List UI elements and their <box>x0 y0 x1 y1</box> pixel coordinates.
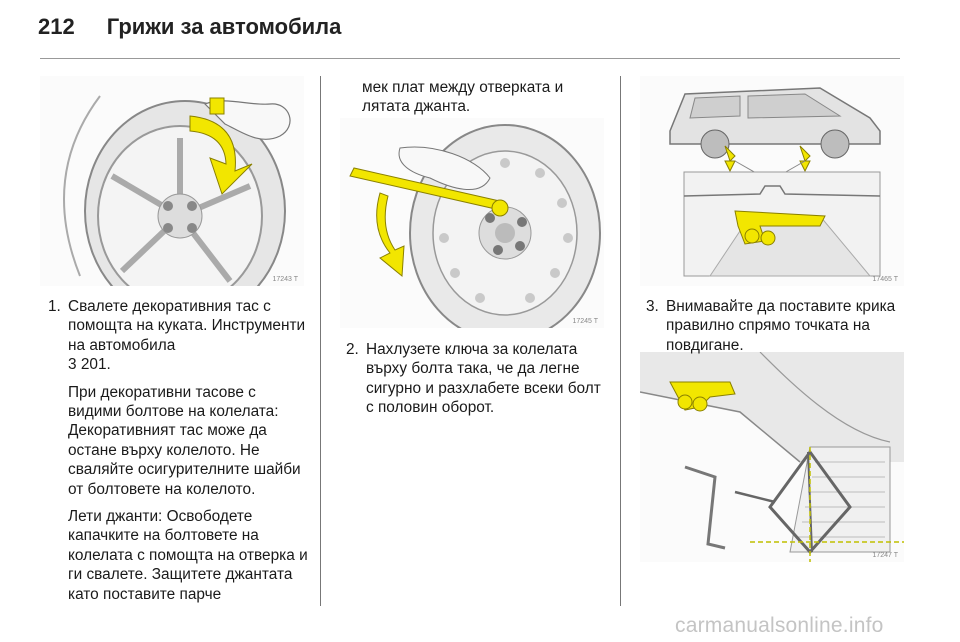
page-header <box>38 14 341 40</box>
step-number: 2. <box>346 341 359 358</box>
step-1 <box>48 297 310 612</box>
figure-code: 17245 T <box>572 318 598 325</box>
hubcap-illustration <box>40 76 304 286</box>
step-number: 3. <box>646 298 659 315</box>
figure-code: 17247 T <box>872 552 898 559</box>
step-2 <box>346 340 606 418</box>
lifting-points-illustration <box>640 76 904 286</box>
step-number: 1. <box>48 298 61 315</box>
wheel-wrench-illustration <box>340 118 604 328</box>
watermark: carmanualsonline.info <box>675 614 884 637</box>
figure-hubcap-removal <box>40 76 304 286</box>
step-3-text: Внимавайте да поставите крика правилно спрямо точката на повдигане. <box>666 298 896 354</box>
header-rule <box>40 58 900 59</box>
page-title: Грижи за автомобила <box>106 14 342 39</box>
column-divider-1 <box>320 76 321 606</box>
figure-code: 17465 T <box>872 276 898 283</box>
decorative-hubcap-note: При декоративни тасове с видими болтове на колелата: Декоративният тас може да остане върху колелото. Не сваляйте осигурителните шайби от болтовете на колелото. <box>68 383 301 498</box>
figure-code: 17243 T <box>272 276 298 283</box>
column-3-text <box>646 297 902 355</box>
step-1-text: Свалете декоративния тас с помощта на куката. Инструменти на автомобила <box>68 298 306 354</box>
column-1-text <box>48 297 310 612</box>
column-divider-2 <box>620 76 621 606</box>
cross-reference: 3 201. <box>68 356 111 374</box>
column-2-continued-text: мек плат между отверката и лятата джанта. <box>362 79 564 116</box>
jack-placement-illustration <box>640 352 904 562</box>
figure-jack-placement <box>640 352 904 562</box>
column-2-text <box>346 340 606 418</box>
step-2-text: Нахлузете ключа за колелата върху болта така, че да легне сигурно и разхлабете всеки болт с половин оборот. <box>366 341 601 417</box>
alloy-wheel-note: Лети джанти: Освободете капачките на болтовете на колелата с помощта на отверка и ги свалете. Защитете джантата като поставите парче <box>68 508 308 603</box>
figure-lifting-points <box>640 76 904 286</box>
page-number: 212 <box>38 14 75 39</box>
figure-wheel-wrench <box>340 118 604 328</box>
step-3 <box>646 297 902 355</box>
